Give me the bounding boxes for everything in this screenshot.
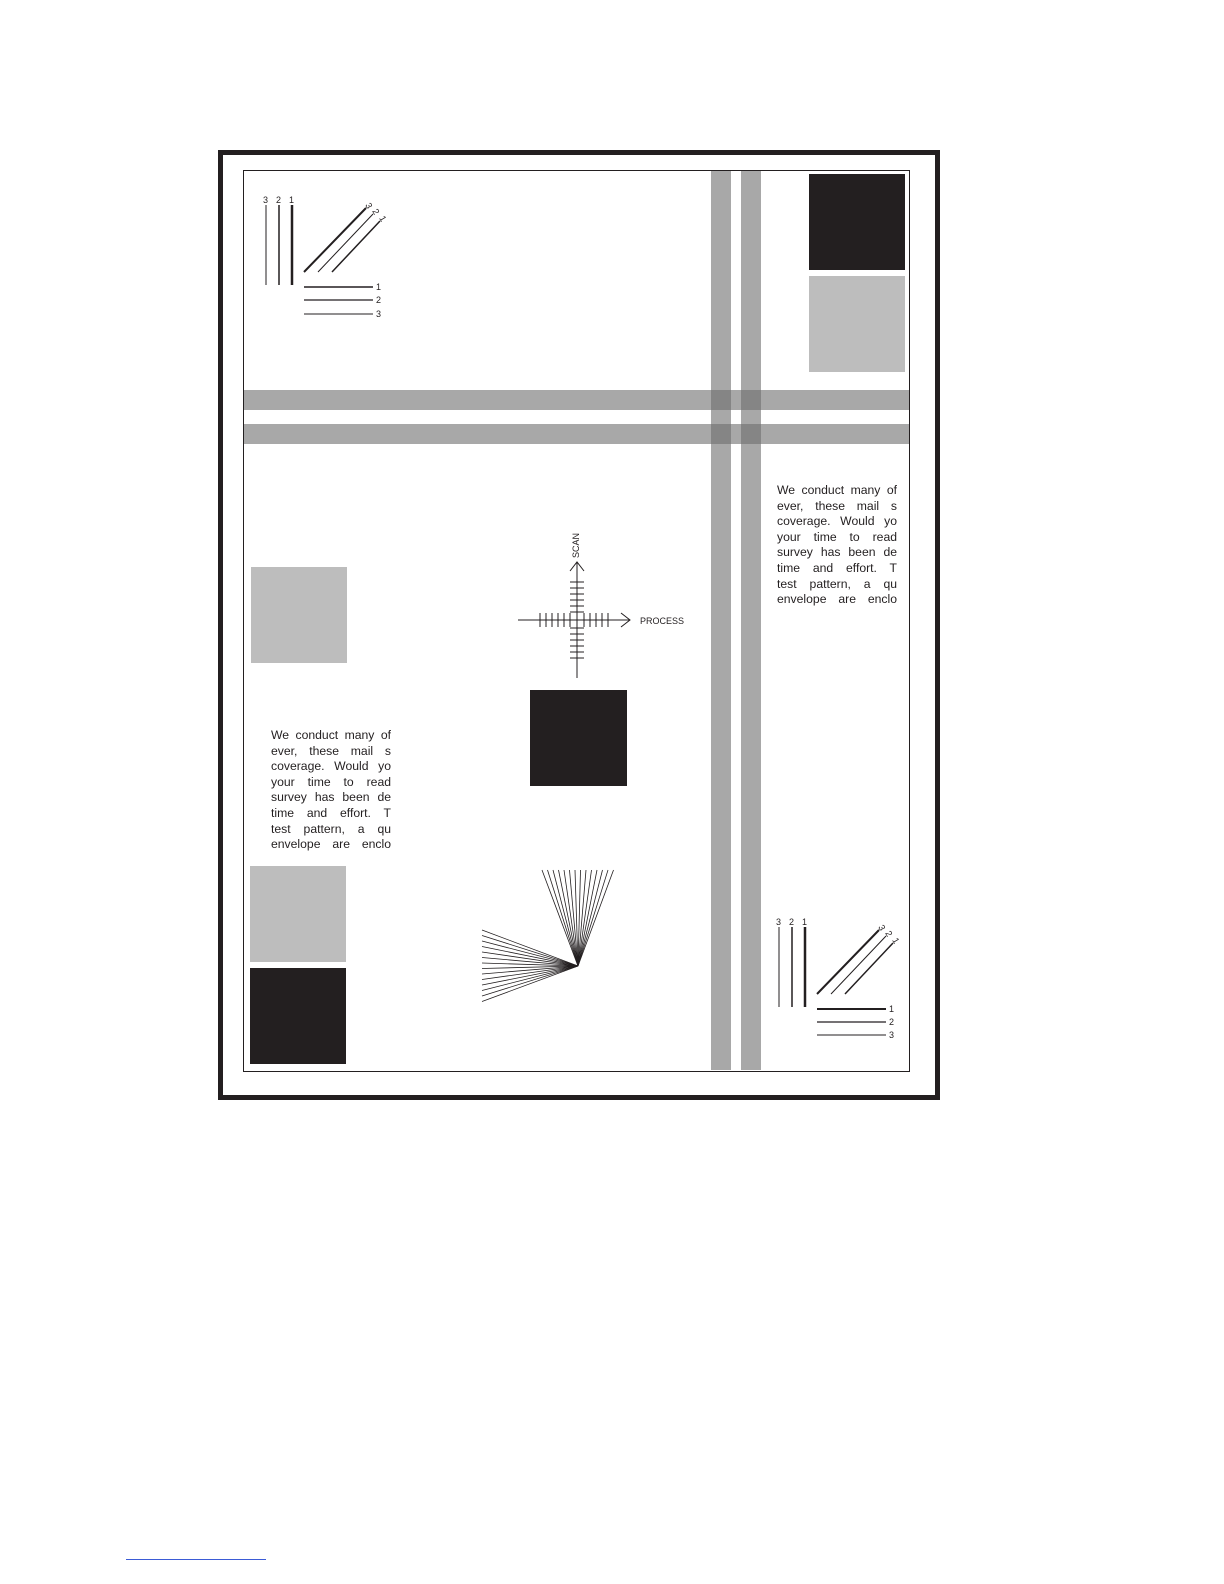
line-width-group-top-left [266, 205, 380, 314]
fan-line-up [542, 870, 578, 966]
diagonal-line-1 [332, 221, 380, 272]
label-vertical-1: 1 [289, 195, 295, 205]
label-horizontal-1: 1 [376, 282, 382, 292]
fan-line-up [578, 870, 608, 966]
label-horizontal-3: 3 [889, 1030, 895, 1040]
scan-label: SCAN [571, 532, 581, 558]
label-vertical-3: 3 [263, 195, 269, 205]
fan-line-left [482, 941, 578, 966]
text-line: ever, these mail s [777, 498, 897, 513]
text-line: time and effort. T [777, 560, 897, 575]
label-diagonal-2: 2 [370, 207, 382, 217]
label-horizontal-2: 2 [376, 295, 382, 305]
text-line: test pattern, a qu [271, 821, 391, 836]
fan-line-left [482, 930, 578, 966]
text-line: your time to read [271, 774, 391, 789]
fan-line-left [482, 966, 578, 1002]
text-line: envelope are enclo [777, 592, 897, 607]
label-diagonal-2: 2 [883, 929, 895, 939]
text-line: We conduct many of [271, 728, 391, 742]
fan-line-up [578, 870, 597, 966]
process-label: PROCESS [640, 616, 685, 626]
text-line: survey has been de [777, 545, 897, 560]
text-line: survey has been de [271, 790, 391, 805]
footnote-rule [126, 1559, 266, 1560]
registration-cross [518, 562, 630, 678]
label-vertical-2: 2 [276, 195, 282, 205]
text-line: your time to read [777, 529, 897, 544]
text-line: ever, these mail s [271, 743, 391, 758]
label-horizontal-3: 3 [376, 309, 382, 319]
diagonal-line-3 [304, 208, 366, 272]
fan-line-up [553, 870, 578, 966]
diagonal-line-2 [831, 936, 886, 994]
fan-line-up [578, 870, 614, 966]
label-diagonal-3: 3 [363, 201, 375, 211]
label-vertical-3: 3 [776, 917, 782, 927]
fan-line-left [482, 966, 578, 985]
diagonal-line-3 [817, 930, 879, 994]
label-horizontal-1: 1 [889, 1004, 895, 1014]
fan-line-left [482, 966, 578, 996]
text-line: test pattern, a qu [777, 576, 897, 591]
text-line: envelope are enclo [271, 837, 391, 852]
label-vertical-2: 2 [789, 917, 795, 927]
starburst-fans [482, 870, 614, 1002]
label-horizontal-2: 2 [889, 1017, 895, 1027]
text-line: coverage. Would yo [777, 514, 897, 529]
label-vertical-1: 1 [802, 917, 808, 927]
diagonal-line-1 [845, 943, 893, 994]
diagonal-line-2 [318, 214, 373, 272]
text-line: coverage. Would yo [271, 759, 391, 774]
label-diagonal-1: 1 [890, 936, 902, 946]
label-diagonal-3: 3 [876, 923, 888, 933]
label-diagonal-1: 1 [377, 214, 389, 224]
text-line: We conduct many of [777, 483, 897, 497]
text-line: time and effort. T [271, 805, 391, 820]
line-width-group-bottom-right [779, 927, 893, 1035]
